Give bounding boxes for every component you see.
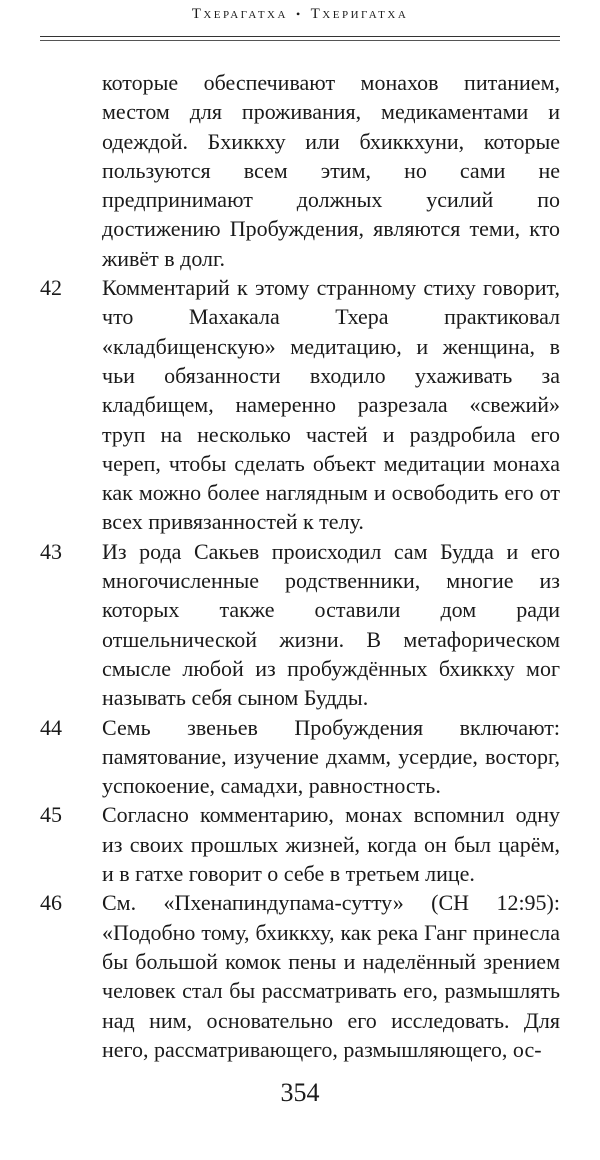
note-42	[40, 273, 560, 537]
note-text: Согласно комментарию, монах вспомнил одну из своих прошлых жизней, когда он был царём, и в гатхе говорит о себе в третьем лице.	[102, 802, 560, 887]
endnotes-list	[40, 68, 560, 1064]
note-number: 44	[40, 714, 62, 740]
note-number: 46	[40, 890, 62, 916]
note-46	[40, 888, 560, 1064]
header-left-title: Тхерагатха	[191, 6, 288, 22]
note-number: 42	[40, 275, 62, 301]
note-text: См. «Пхенапиндупама-сутту» (СН 12:95): «Подобно тому, бхиккху, как река Ганг принесла бы большой комок пены и наделённый зрением человек стал бы рассматривать его, размышлять над ним, основательно его исследовать. Для него, рассматривающего, размышляющего, ос-	[102, 890, 560, 1062]
note-44	[40, 713, 560, 801]
note-number: 45	[40, 802, 62, 828]
note-text: Семь звеньев Пробуждения включают: памятование, изучение дхамм, усердие, восторг, успокоение, самадхи, равностность.	[102, 714, 560, 799]
note-text: Комментарий к этому странному стиху говорит, что Махакала Тхера практиковал «кладбищенскую» медитацию, и женщина, в чьи обязанности входило ухаживать за кладбищем, намеренно разрезала «свежий» труп на несколько частей и раздробила его череп, чтобы сделать объект медитации монаха как можно более наглядным и освободить его от всех привязанностей к телу.	[102, 275, 560, 535]
page-number: 354	[280, 1078, 320, 1107]
running-header	[40, 6, 560, 23]
note-continued	[40, 68, 560, 273]
note-43	[40, 537, 560, 713]
header-right-title: Тхеригатха	[310, 6, 409, 22]
note-text: которые обеспечивают монахов питанием, местом для проживания, медикаментами и одеждой. Бхиккху или бхиккхуни, которые пользуются всем этим, но сами не предпринимают должных усилий по достижению Пробуждения, являются теми, кто живёт в долг.	[102, 70, 560, 271]
header-rule	[40, 36, 560, 41]
note-45	[40, 800, 560, 888]
header-separator: •	[295, 7, 303, 21]
note-number: 43	[40, 538, 62, 564]
note-text: Из рода Сакьев происходил сам Будда и его многочисленные родственники, многие из которых также оставили дом ради отшельнической жизни. В метафорическом смысле любой из пробуждённых бхиккху мог называть себя сыном Будды.	[102, 538, 560, 711]
